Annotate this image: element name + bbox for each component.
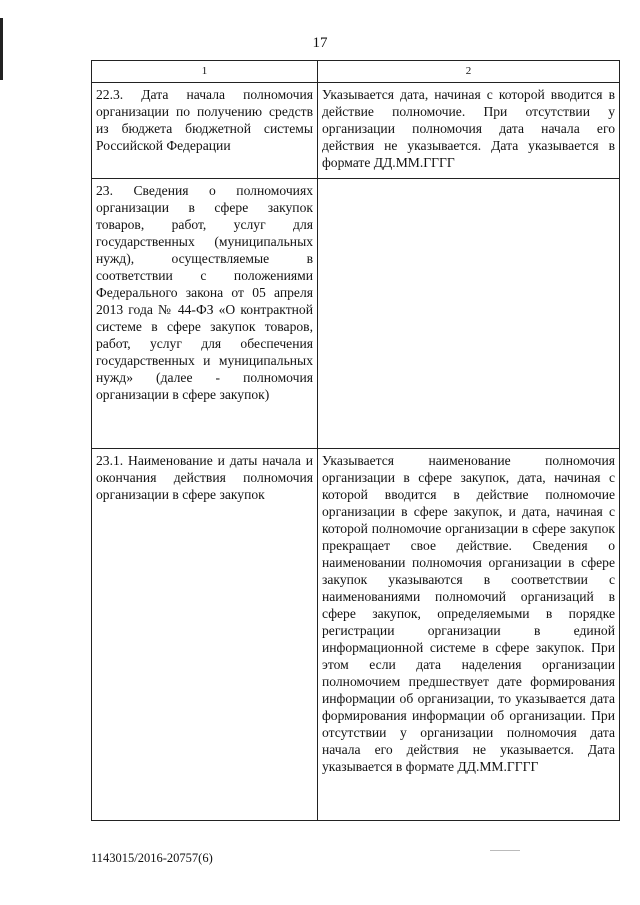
table-row: [92, 179, 620, 449]
document-footer-code: 1143015/2016-20757(6): [91, 851, 213, 865]
row-23-label: 23. Сведения о полномочиях организации в сфере закупок товаров, работ, услуг для государственных (муниципальных нужд), осуществляемые в соответствии с положениями Федерального закона от 05 апреля 2013 года № 44-ФЗ «О контрактной системе в сфере закупок товаров, работ, услуг для обеспечения государственных и муниципальных нужд» (далее - полномочия организации в сфере закупок): [92, 179, 318, 449]
page-number: 17: [312, 35, 328, 51]
scan-mark: [490, 850, 520, 851]
table-header-row: [92, 61, 620, 83]
row-22-3-description: Указывается дата, начиная с которой вводится в действие полномочие. При отсутствии у организации полномочия дата начала его действия не указывается. Дата указывается в формате ДД.ММ.ГГГГ: [318, 83, 620, 179]
column-header-1: 1: [92, 61, 318, 83]
table-row: [92, 449, 620, 821]
row-23-1-description: Указывается наименование полномочия организации в сфере закупок, дата, начиная с которой вводится в действие полномочие организации в сфере закупок, и дата, начиная с которой полномочие организации в сфере закупок прекращает свое действие. Сведения о наименовании полномочия организации в сфере закупок указываются в соответствии с наименованиями полномочий организаций в сфере закупок, определяемыми в порядке регистрации организации в единой информационной системе в сфере закупок. При этом если дата наделения организации полномочием предшествует дате формирования информации об организации, то указывается дата формирования информации об организации. При отсутствии у организации полномочия дата начала его действия не указывается. Дата указывается в формате ДД.ММ.ГГГГ: [318, 449, 620, 821]
document-table: [91, 60, 620, 821]
row-23-description: [318, 179, 620, 449]
row-22-3-label: 22.3. Дата начала полномочия организации по получению средств из бюджета бюджетной системы Российской Федерации: [92, 83, 318, 179]
table-row: [92, 83, 620, 179]
column-header-2: 2: [318, 61, 620, 83]
row-23-1-label: 23.1. Наименование и даты начала и окончания действия полномочия организации в сфере закупок: [92, 449, 318, 821]
